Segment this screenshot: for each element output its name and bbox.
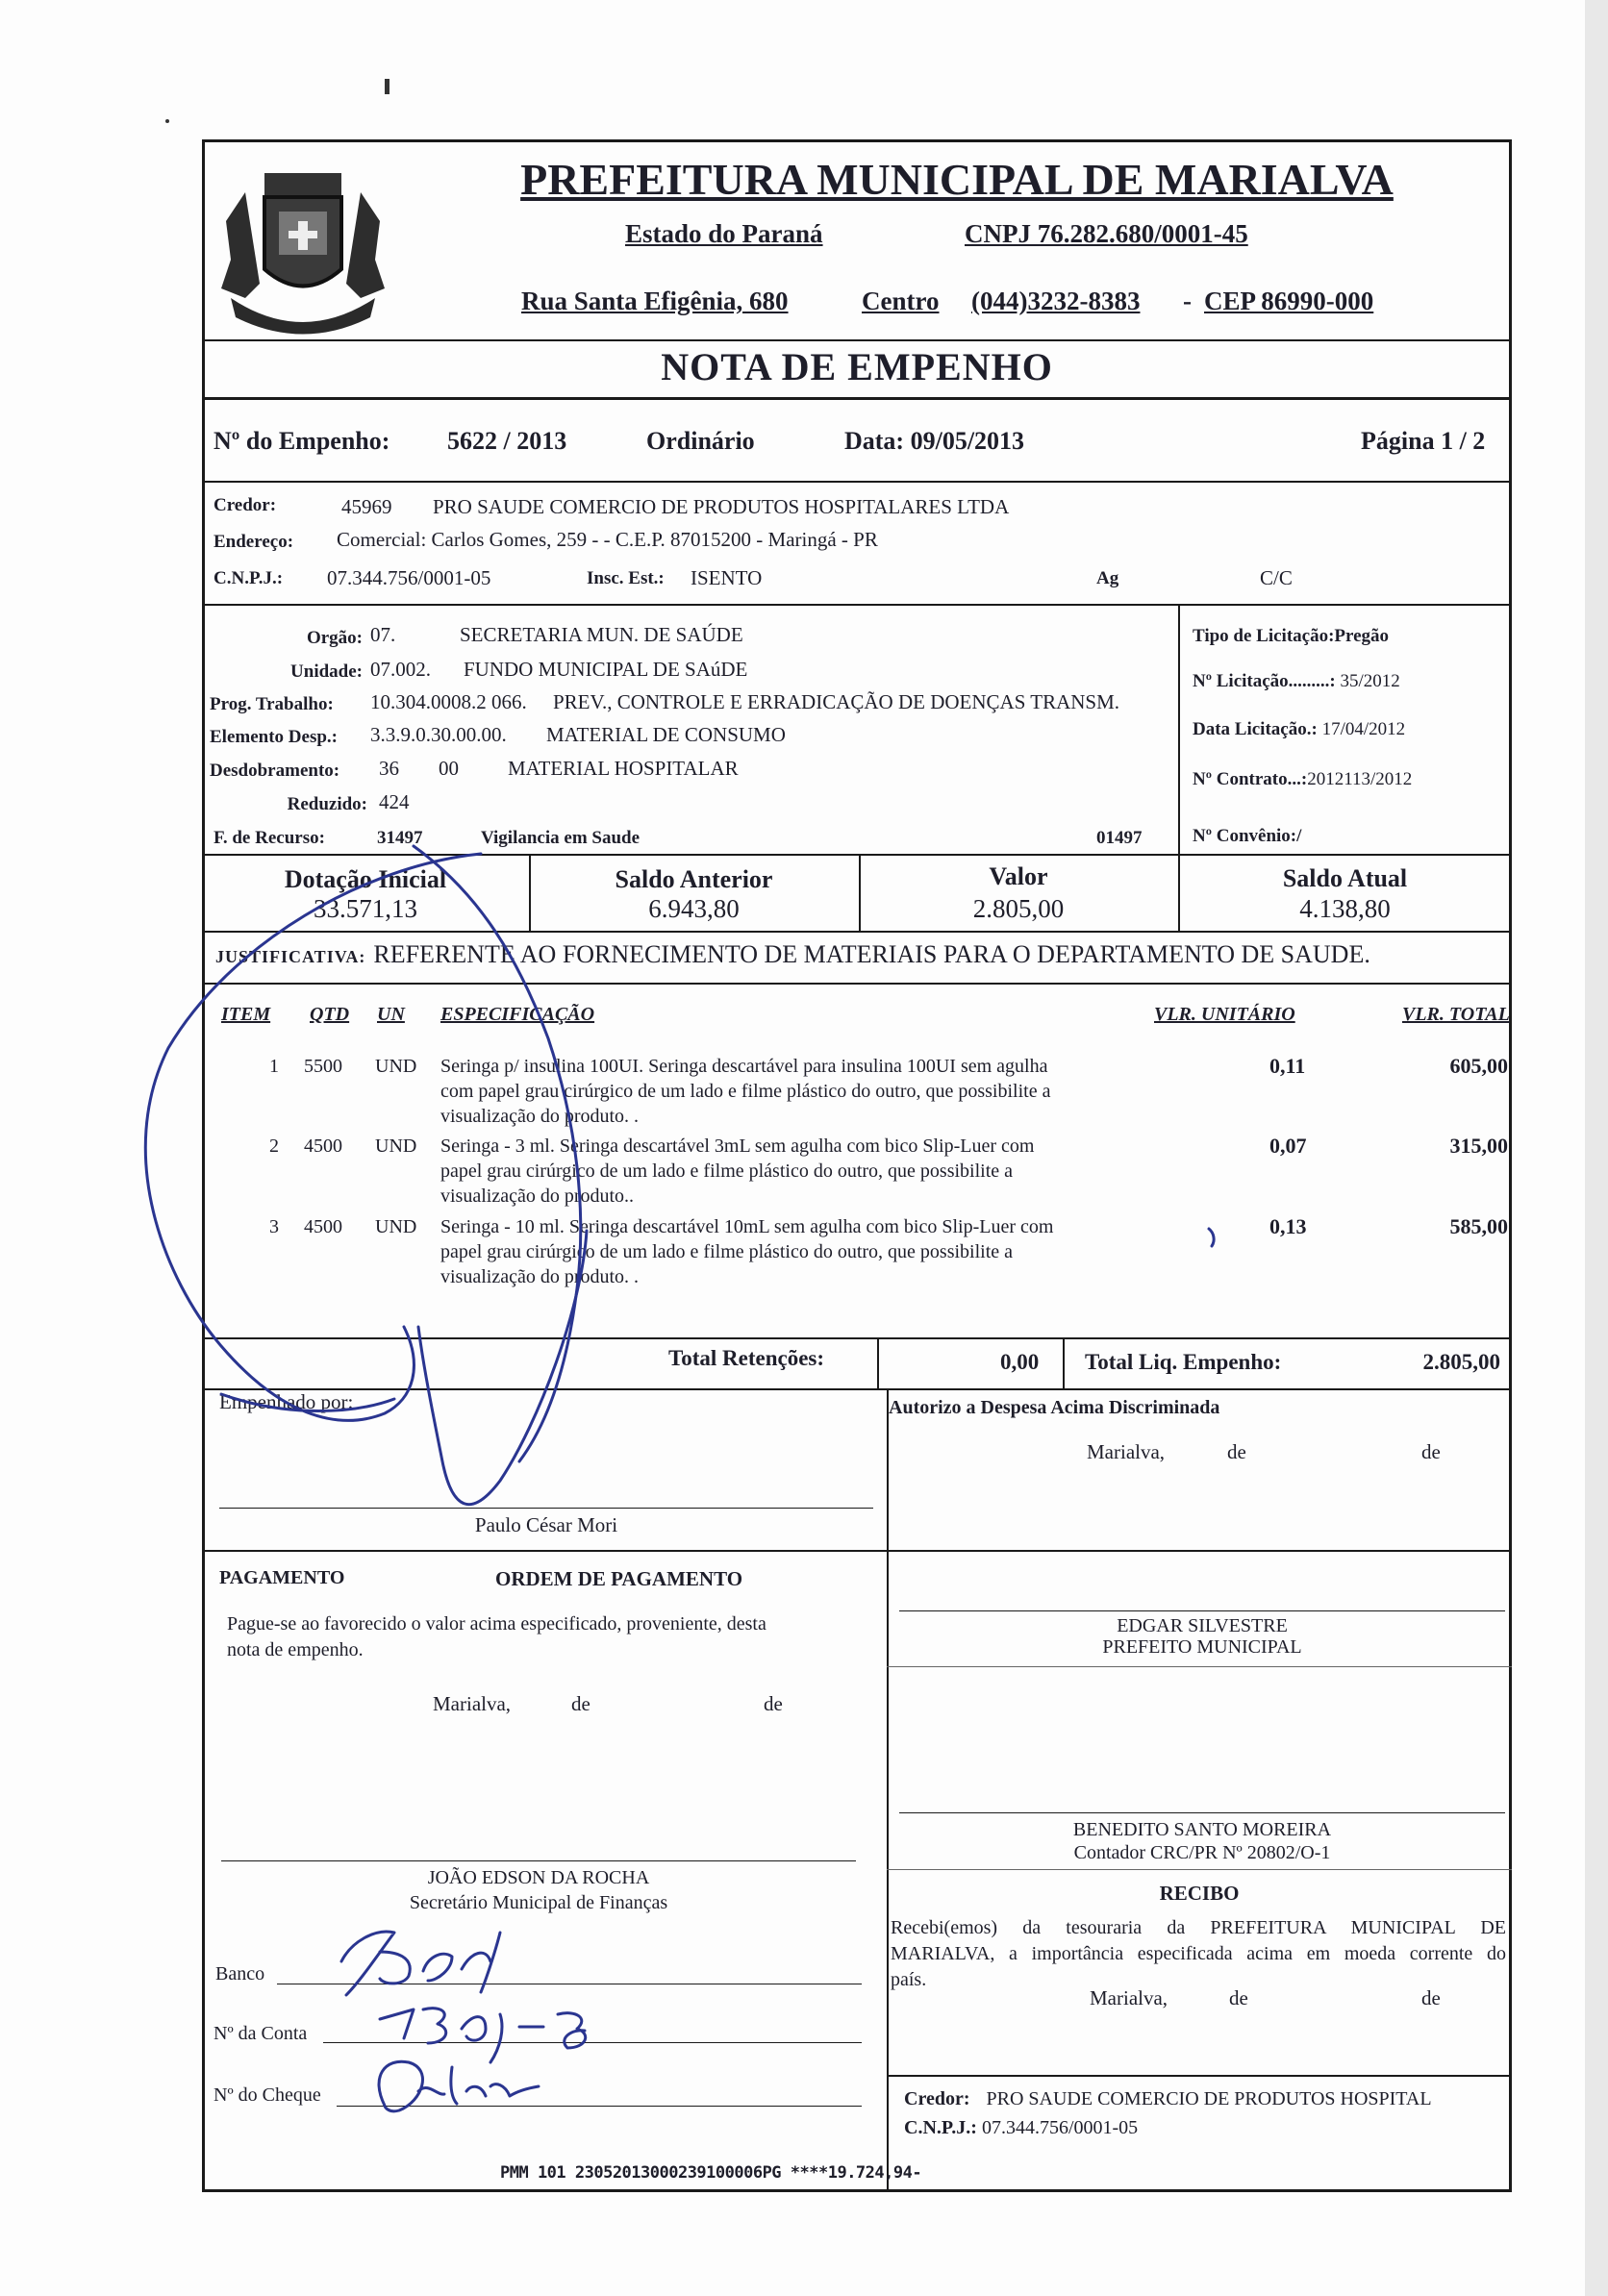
recibo-cnpj-label: C.N.P.J.: — [904, 2117, 977, 2138]
item-desc-line: Seringa - 10 ml. Seringa descartável 10mL sem agulha com bico Slip-Luer com — [440, 1216, 1054, 1237]
dotacao-value: 33.571,13 — [314, 894, 417, 923]
recibo-de2: de — [1421, 1986, 1441, 2009]
autorizo-de1: de — [1227, 1440, 1246, 1463]
elemento-code: 3.3.9.0.30.00.00. — [370, 723, 507, 746]
page-number: Página 1 / 2 — [1361, 427, 1486, 455]
prog-label: Prog. Trabalho: — [210, 694, 334, 714]
saldo-atual-label: Saldo Atual — [1282, 864, 1408, 892]
recibo-text-line: país. — [891, 1969, 927, 1990]
recibo-credor-name: PRO SAUDE COMERCIO DE PRODUTOS HOSPITAL — [986, 2088, 1432, 2109]
retencoes-label: Total Retenções: — [668, 1346, 825, 1370]
item-unit: UND — [375, 1216, 417, 1237]
empenho-number: 5622 / 2013 — [447, 427, 567, 455]
autorizo-de2: de — [1421, 1440, 1441, 1463]
item-number: 2 — [269, 1136, 279, 1157]
item-number: 3 — [269, 1216, 279, 1237]
recibo-city: Marialva, — [1090, 1986, 1168, 2009]
empenho-label: Nº do Empenho: — [214, 427, 390, 455]
address-label: Endereço: — [214, 532, 294, 552]
contador-role: Contador CRC/PR Nº 20802/O-1 — [1073, 1842, 1331, 1863]
recurso-label: F. de Recurso: — [214, 828, 325, 848]
item-unit-price: 0,13 — [1269, 1214, 1307, 1238]
right-edge — [1585, 0, 1608, 2296]
licitacao-number-row — [1193, 671, 1400, 692]
cnpj-label: C.N.P.J.: — [214, 568, 284, 588]
orgao-label: Orgão: — [306, 628, 363, 648]
street-address: Rua Santa Efigênia, 680 — [521, 287, 789, 315]
recibo-credor-row — [904, 2088, 1432, 2110]
licitacao-date: 17/04/2012 — [1321, 719, 1406, 739]
credor-cnpj: 07.344.756/0001-05 — [327, 566, 491, 589]
item-desc-line: Seringa - 3 ml. Seringa descartável 3mL sem agulha com bico Slip-Luer com — [440, 1136, 1035, 1157]
item-qty: 5500 — [304, 1056, 342, 1077]
col-unit-value: VLR. UNITÁRIO — [1154, 1004, 1295, 1025]
insc-label: Insc. Est.: — [587, 568, 665, 588]
empenhado-label: Empenhado por: — [219, 1390, 354, 1413]
item-desc-line: visualização do produto. . — [440, 1266, 640, 1287]
pagamento-label: PAGAMENTO — [219, 1567, 345, 1588]
prefeito-name: EDGAR SILVESTRE — [1117, 1615, 1288, 1636]
scan-mark — [385, 79, 389, 94]
conta-label: Nº da Conta — [214, 2023, 308, 2044]
secretario-role: Secretário Municipal de Finanças — [409, 1892, 668, 1913]
item-qty: 4500 — [304, 1136, 342, 1157]
item-total: 605,00 — [1449, 1054, 1508, 1078]
cnpj: CNPJ 76.282.680/0001-45 — [965, 219, 1248, 248]
saldo-anterior-label: Saldo Anterior — [615, 865, 773, 893]
item-desc-line: papel grau cirúrgico de um lado e filme plástico do outro, que possibilite a — [440, 1160, 1014, 1182]
item-desc-line: Seringa p/ insulina 100UI. Seringa descartável para insulina 100UI sem agulha — [440, 1056, 1048, 1077]
recurso-code: 31497 — [377, 828, 423, 848]
state-name: Estado do Paraná — [625, 219, 823, 248]
unidade-code: 07.002. — [370, 658, 431, 681]
item-desc-line: papel grau cirúrgico de um lado e filme plástico do outro, que possibilite a — [440, 1241, 1014, 1262]
valor-label: Valor — [989, 862, 1048, 890]
elemento-label: Elemento Desp.: — [210, 727, 338, 747]
col-especificacao: ESPECIFICAÇÃO — [440, 1004, 595, 1025]
licitacao-number: 35/2012 — [1340, 671, 1400, 691]
recibo-text-line: MARIALVA, a importância especificada acima em moeda corrente do — [891, 1943, 1506, 1964]
credor-label: Credor: — [214, 495, 277, 515]
document-title: NOTA DE EMPENHO — [661, 345, 1053, 388]
item-desc-line: visualização do produto.. — [440, 1185, 635, 1207]
coat-of-arms-seal — [207, 154, 399, 341]
prefeito-role: PREFEITO MUNICIPAL — [1102, 1636, 1302, 1658]
unidade-name: FUNDO MUNICIPAL DE SAúDE — [464, 658, 748, 681]
desdobramento-sub: 00 — [439, 757, 459, 780]
item-unit-price: 0,07 — [1269, 1134, 1307, 1158]
elemento-name: MATERIAL DE CONSUMO — [546, 723, 786, 746]
autorizo-label: Autorizo a Despesa Acima Discriminada — [889, 1397, 1220, 1418]
item-unit-price: 0,11 — [1269, 1054, 1306, 1078]
liq-empenho-value: 2.805,00 — [1422, 1350, 1500, 1374]
agency-label: Ag — [1096, 568, 1119, 588]
orgao-name: SECRETARIA MUN. DE SAÚDE — [460, 623, 743, 646]
district: Centro — [862, 287, 940, 315]
recurso-number: 01497 — [1096, 828, 1143, 848]
pagamento-de1: de — [571, 1692, 590, 1715]
unidade-label: Unidade: — [290, 661, 363, 682]
item-number: 1 — [269, 1056, 279, 1077]
liq-empenho-label: Total Liq. Empenho: — [1085, 1350, 1282, 1374]
justificativa-row — [215, 940, 1370, 969]
licitacao-date-row — [1193, 719, 1405, 740]
tipo-licitacao: Tipo de Licitação:Pregão — [1193, 626, 1390, 646]
saldo-anterior-value: 6.943,80 — [648, 894, 740, 923]
cheque-label: Nº do Cheque — [214, 2084, 321, 2106]
pagamento-text-line: nota de empenho. — [227, 1639, 364, 1660]
retencoes-value: 0,00 — [1000, 1350, 1040, 1374]
header-dash: - — [1183, 287, 1192, 315]
col-qtd: QTD — [310, 1004, 350, 1025]
credor-code: 45969 — [341, 495, 392, 518]
footer-code: PMM 101 23052013000239100006PG ****19.724,94- — [500, 2163, 922, 2183]
licitacao-date-label: Data Licitação.: — [1193, 719, 1318, 739]
recibo-de1: de — [1229, 1986, 1248, 2009]
contrato-label: Nº Contrato...: — [1193, 769, 1308, 789]
empenho-type: Ordinário — [646, 427, 755, 455]
credor-address: Comercial: Carlos Gomes, 259 - - C.E.P. 87015200 - Maringá - PR — [337, 528, 878, 551]
desdobramento-code: 36 — [379, 757, 399, 780]
recibo-cnpj: 07.344.756/0001-05 — [981, 2117, 1139, 2138]
justificativa-text: REFERENTE AO FORNECIMENTO DE MATERIAIS PARA O DEPARTAMENTO DE SAUDE. — [373, 940, 1370, 968]
phone: (044)3232-8383 — [971, 287, 1141, 315]
ordem-pagamento-label: ORDEM DE PAGAMENTO — [495, 1567, 743, 1590]
orgao-code: 07. — [370, 623, 396, 646]
dotacao-label: Dotação Inicial — [284, 865, 447, 893]
col-total-value: VLR. TOTAL — [1402, 1004, 1510, 1025]
justificativa-label: JUSTIFICATIVA: — [215, 947, 366, 966]
empenho-date: Data: 09/05/2013 — [844, 427, 1025, 455]
cep: CEP 86990-000 — [1204, 287, 1374, 315]
contrato-number: 2012113/2012 — [1307, 769, 1413, 789]
recibo-cnpj-row — [904, 2117, 1138, 2139]
pagamento-city: Marialva, — [433, 1692, 512, 1715]
recibo-credor-label: Credor: — [904, 2088, 970, 2109]
contrato-row — [1193, 769, 1412, 790]
scan-mark — [165, 119, 169, 123]
item-qty: 4500 — [304, 1216, 342, 1237]
municipality-title: PREFEITURA MUNICIPAL DE MARIALVA — [520, 155, 1394, 204]
recurso-name: Vigilancia em Saude — [481, 828, 641, 848]
reduzido-label: Reduzido: — [287, 794, 367, 814]
insc-value: ISENTO — [691, 566, 763, 589]
empenhado-name: Paulo César Mori — [474, 1513, 618, 1536]
secretario-name: JOÃO EDSON DA ROCHA — [427, 1867, 650, 1888]
item-desc-line: com papel grau cirúrgico de um lado e filme plástico do outro, que possibilite a — [440, 1081, 1051, 1102]
desdobramento-name: MATERIAL HOSPITALAR — [508, 757, 739, 780]
prog-code: 10.304.0008.2 066. — [370, 690, 527, 713]
col-un: UN — [377, 1004, 405, 1025]
desdobramento-label: Desdobramento: — [210, 761, 340, 781]
valor-value: 2.805,00 — [972, 894, 1065, 923]
prog-name: PREV., CONTROLE E ERRADICAÇÃO DE DOENÇAS TRANSM. — [553, 690, 1120, 713]
pagamento-text-line: Pague-se ao favorecido o valor acima especificado, proveniente, desta — [227, 1613, 766, 1635]
reduzido-value: 424 — [379, 790, 410, 813]
item-desc-line: visualização do produto. . — [440, 1106, 640, 1127]
recibo-label: RECIBO — [1159, 1882, 1240, 1905]
autorizo-city: Marialva, — [1087, 1440, 1166, 1463]
col-item: ITEM — [221, 1004, 271, 1025]
item-total: 315,00 — [1449, 1134, 1508, 1158]
contador-name: BENEDITO SANTO MOREIRA — [1072, 1819, 1332, 1840]
recibo-text-line: Recebi(emos) da tesouraria da PREFEITURA MUNICIPAL DE — [891, 1917, 1506, 1938]
account-label: C/C — [1260, 566, 1293, 589]
convenio: Nº Convênio:/ — [1193, 826, 1302, 846]
pagamento-de2: de — [764, 1692, 783, 1715]
item-unit: UND — [375, 1056, 417, 1077]
saldo-atual-value: 4.138,80 — [1299, 894, 1391, 923]
item-unit: UND — [375, 1136, 417, 1157]
item-total: 585,00 — [1449, 1214, 1508, 1238]
banco-label: Banco — [215, 1963, 265, 1984]
licitacao-number-label: Nº Licitação.........: — [1193, 671, 1336, 691]
credor-name: PRO SAUDE COMERCIO DE PRODUTOS HOSPITALARES LTDA — [433, 495, 1010, 518]
